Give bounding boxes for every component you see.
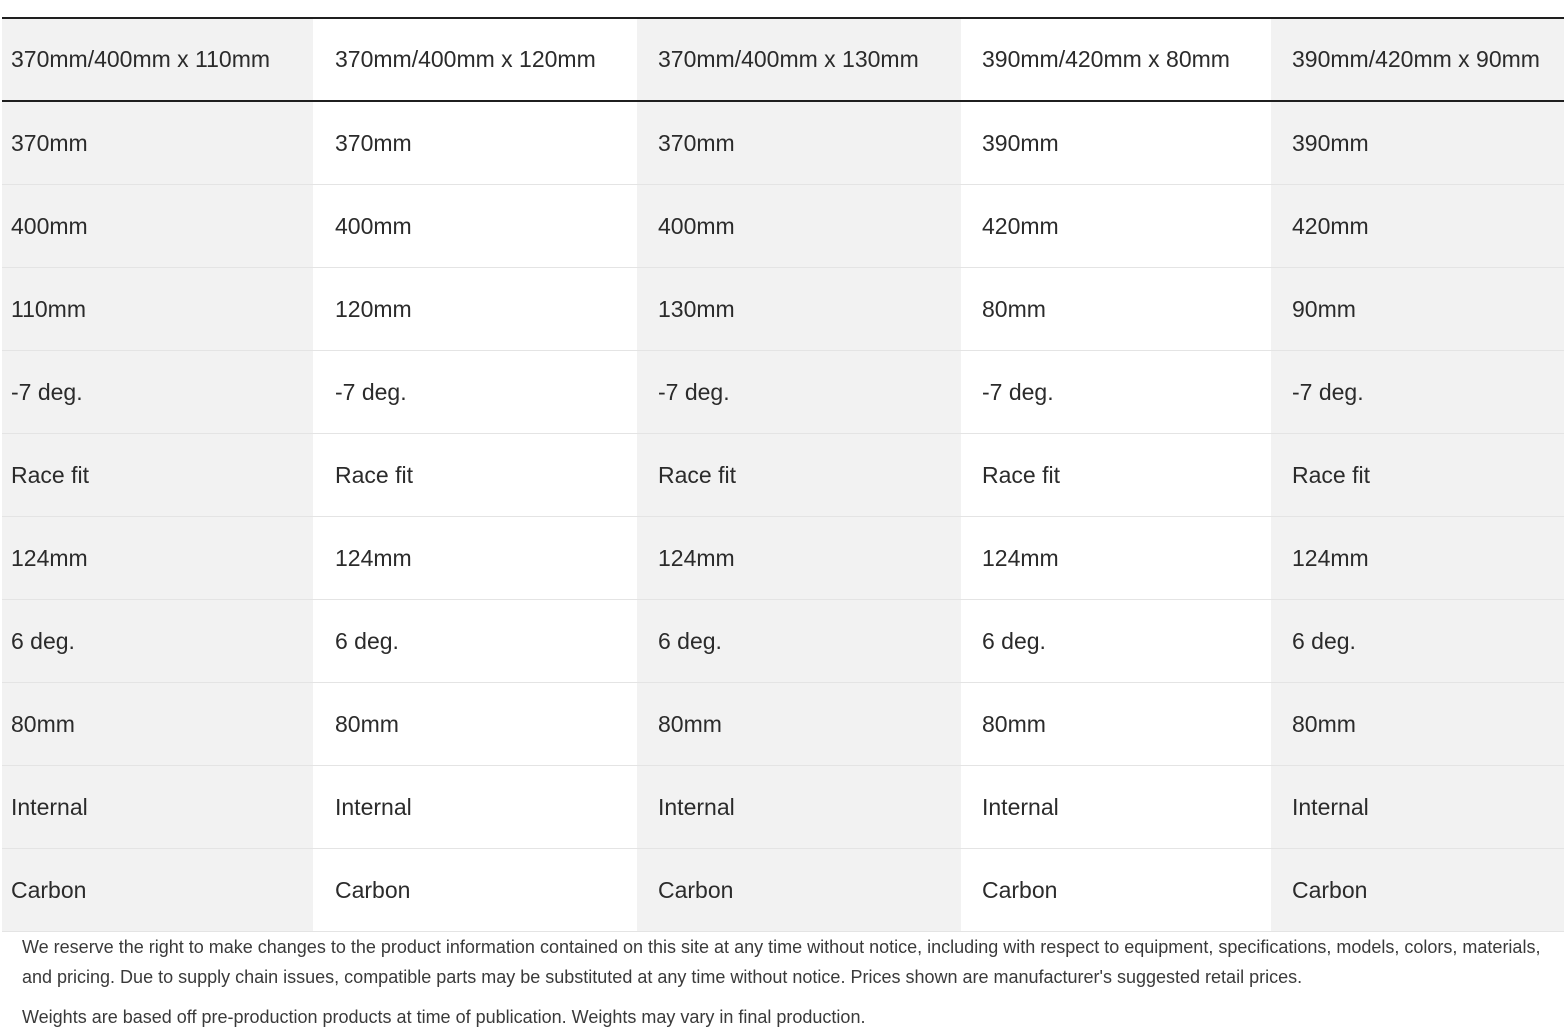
table-row <box>2 351 1564 434</box>
table-cell: Race fit <box>637 434 961 517</box>
table-cell: 6 deg. <box>637 600 961 683</box>
table-row <box>2 849 1564 932</box>
table-cell: 6 deg. <box>961 600 1271 683</box>
table-cell: 420mm <box>961 185 1271 268</box>
disclaimer-text: We reserve the right to make changes to the product information contained on this site at any time without notice, including with respect to equipment, specifications, models, colors, materials, and pricing. Due to supply chain issues, compatible parts may be substituted at any time without notice. Prices shown are manufacturer's suggested retail prices. <box>22 937 1541 987</box>
table-cell: 80mm <box>961 268 1271 351</box>
table-cell: 400mm <box>313 185 637 268</box>
table-cell: 390mm <box>961 101 1271 185</box>
spec-table <box>2 17 1564 932</box>
table-cell: Carbon <box>313 849 637 932</box>
table-cell: 80mm <box>637 683 961 766</box>
table-row <box>2 517 1564 600</box>
table-row <box>2 101 1564 185</box>
column-header: 370mm/400mm x 110mm <box>2 18 313 101</box>
header-row <box>2 18 1564 101</box>
table-cell: Carbon <box>2 849 313 932</box>
table-cell: Internal <box>1271 766 1564 849</box>
table-cell: Internal <box>2 766 313 849</box>
table-cell: 420mm <box>1271 185 1564 268</box>
table-cell: Race fit <box>313 434 637 517</box>
table-cell: 110mm <box>2 268 313 351</box>
table-cell: 90mm <box>1271 268 1564 351</box>
table-row <box>2 268 1564 351</box>
table-cell: 124mm <box>637 517 961 600</box>
table-row <box>2 766 1564 849</box>
table-cell: 80mm <box>1271 683 1564 766</box>
column-header: 370mm/400mm x 120mm <box>313 18 637 101</box>
table-cell: 370mm <box>2 101 313 185</box>
table-cell: 124mm <box>2 517 313 600</box>
table-cell: 80mm <box>313 683 637 766</box>
table-cell: 6 deg. <box>2 600 313 683</box>
table-row <box>2 683 1564 766</box>
table-cell: Race fit <box>1271 434 1564 517</box>
table-cell: 80mm <box>961 683 1271 766</box>
table-cell: 130mm <box>637 268 961 351</box>
table-cell: Carbon <box>1271 849 1564 932</box>
table-cell: -7 deg. <box>961 351 1271 434</box>
table-cell: -7 deg. <box>637 351 961 434</box>
spec-table-body <box>2 101 1564 932</box>
table-cell: 124mm <box>961 517 1271 600</box>
table-row <box>2 185 1564 268</box>
weights-note: Weights are based off pre-production products at time of publication. Weights may vary in final production. <box>22 1007 866 1027</box>
table-cell: 370mm <box>637 101 961 185</box>
table-cell: 124mm <box>313 517 637 600</box>
table-cell: 6 deg. <box>1271 600 1564 683</box>
column-header: 390mm/420mm x 80mm <box>961 18 1271 101</box>
table-cell: 400mm <box>637 185 961 268</box>
table-cell: 370mm <box>313 101 637 185</box>
table-cell: -7 deg. <box>313 351 637 434</box>
table-cell: -7 deg. <box>2 351 313 434</box>
table-cell: 400mm <box>2 185 313 268</box>
table-cell: Internal <box>313 766 637 849</box>
table-cell: Carbon <box>637 849 961 932</box>
table-cell: 390mm <box>1271 101 1564 185</box>
table-cell: Internal <box>961 766 1271 849</box>
table-cell: 80mm <box>2 683 313 766</box>
table-cell: -7 deg. <box>1271 351 1564 434</box>
spec-table-header <box>2 18 1564 101</box>
disclaimer <box>22 932 1542 1032</box>
table-cell: Race fit <box>961 434 1271 517</box>
table-cell: Race fit <box>2 434 313 517</box>
table-cell: Internal <box>637 766 961 849</box>
table-row <box>2 600 1564 683</box>
column-header: 370mm/400mm x 130mm <box>637 18 961 101</box>
table-cell: 124mm <box>1271 517 1564 600</box>
spec-table-container <box>2 17 1564 933</box>
table-row <box>2 434 1564 517</box>
table-cell: Carbon <box>961 849 1271 932</box>
column-header: 390mm/420mm x 90mm <box>1271 18 1564 101</box>
table-cell: 6 deg. <box>313 600 637 683</box>
table-cell: 120mm <box>313 268 637 351</box>
